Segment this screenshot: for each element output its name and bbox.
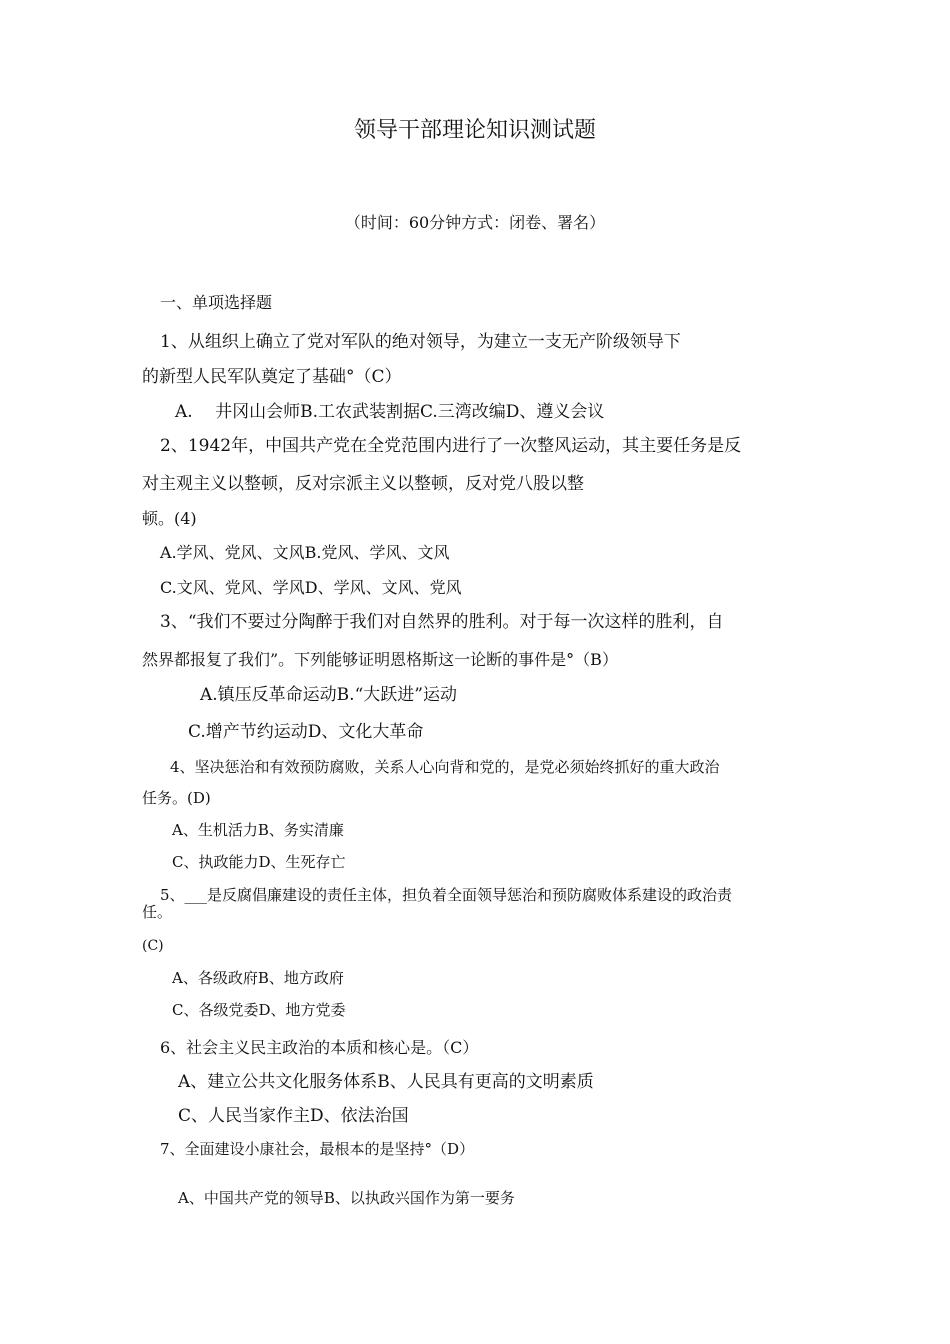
question-6-options-line-1: A、建立公共文化服务体系B、人民具有更高的文明素质 xyxy=(178,1072,594,1092)
question-7-stem-line-1: 7、全面建设小康社会，最根本的是坚持°（D） xyxy=(160,1140,475,1158)
question-6-stem-line-1: 6、社会主义民主政治的本质和核心是。（C） xyxy=(160,1038,479,1057)
section-heading: 一、单项选择题 xyxy=(160,293,273,312)
question-7-options-line-1: A、中国共产党的领导B、以执政兴国作为第一要务 xyxy=(178,1189,515,1207)
question-5-stem-line-2: 任。 xyxy=(142,903,173,921)
question-3-options-line-2: C.增产节约运动D、文化大革命 xyxy=(188,722,424,742)
question-5-options-line-1: A、各级政府B、地方政府 xyxy=(172,969,344,987)
question-3-stem-line-1: 3、“我们不要过分陶醉于我们对自然界的胜利。对于每一次这样的胜利，自 xyxy=(160,612,724,632)
question-1-stem-line-2: 的新型人民军队奠定了基础°（C） xyxy=(142,367,402,387)
question-5-options-line-2: C、各级党委D、地方党委 xyxy=(172,1001,346,1019)
question-2-stem-line-2: 对主观主义以整顿，反对宗派主义以整顿，反对党八股以整 xyxy=(142,474,584,494)
question-2-options-line-2: C.文风、党风、学风D、学风、文风、党风 xyxy=(160,578,462,597)
question-2-options-line-1: A.学风、党风、文风B.党风、学风、文风 xyxy=(160,543,450,562)
question-2-stem-line-1: 2、1942年，中国共产党在全党范围内进行了一次整风运动，其主要任务是反 xyxy=(160,436,742,456)
question-4-stem-line-1: 4、坚决惩治和有效预防腐败，关系人心向背和党的，是党必须始终抓好的重大政治 xyxy=(170,758,720,776)
question-4-options-line-1: A、生机活力B、务实清廉 xyxy=(172,821,344,839)
question-4-stem-line-2: 任务。(D) xyxy=(142,789,211,807)
question-3-options-line-1: A.镇压反革命运动B.“大跃进”运动 xyxy=(200,685,457,705)
question-5-stem-line-1: 5、___是反腐倡廉建设的责任主体，担负着全面领导惩治和预防腐败体系建设的政治责 xyxy=(160,886,733,904)
page-title: 领导干部理论知识测试题 xyxy=(353,118,596,143)
question-5-stem-line-3: (C) xyxy=(142,938,164,954)
question-1-stem-line-1: 1、从组织上确立了党对军队的绝对领导，为建立一支无产阶级领导下 xyxy=(160,332,681,352)
question-2-stem-line-3: 顿。(4) xyxy=(142,509,197,528)
question-4-options-line-2: C、执政能力D、生死存亡 xyxy=(172,853,346,871)
page-subtitle: （时间：60分钟方式：闭卷、署名） xyxy=(344,213,606,232)
question-6-options-line-2: C、人民当家作主D、依法治国 xyxy=(178,1106,409,1126)
question-1-options: A. 井冈山会师B.工农武装割据C.三湾改编D、遵义会议 xyxy=(175,402,605,422)
question-3-stem-line-2: 然界都报复了我们”。下列能够证明恩格斯这一论断的事件是°（B） xyxy=(142,650,618,669)
